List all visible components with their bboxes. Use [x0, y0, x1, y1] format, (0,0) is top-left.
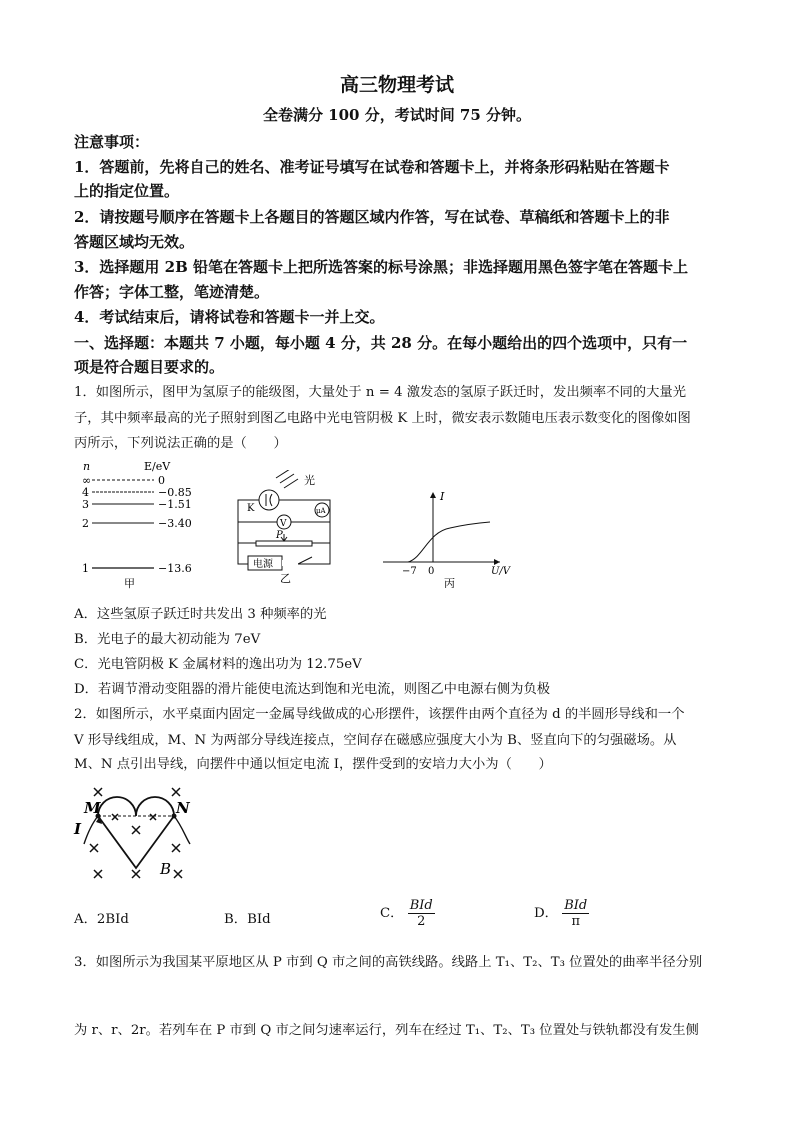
page-title: 高三物理考试: [339, 74, 454, 96]
q2-stem: 2．如图所示，水平桌面内固定一金属导线做成的心形摆件，该摆件由两个直径为 d 的半圆形导线和一个: [74, 707, 685, 722]
q1-option-d: D．若调节滑动变阻器的滑片能使电流达到饱和光电流，则图乙中电源右侧为负极: [74, 682, 551, 697]
q2-option-b: B．BId: [224, 912, 271, 927]
level-n: 4: [82, 486, 89, 499]
i-axis-arrow: [430, 492, 436, 498]
q2-option-a: A．2BId: [74, 912, 129, 927]
q1-stem: 丙所示，下列说法正确的是（ ）: [74, 436, 287, 451]
label-n: N: [176, 799, 190, 817]
iu-curve: [408, 522, 490, 562]
heart-wire: [98, 797, 174, 868]
fraction-denominator: 2: [417, 914, 426, 929]
figure-caption: 丙: [444, 577, 455, 588]
option-d-prefix: D．: [534, 906, 558, 921]
q2-stem: V 形导线组成，M、N 为两部分导线连接点，空间存在磁感应强度大小为 B、竖直向下的匀强磁场。从: [74, 733, 677, 748]
q1-option-b: B．光电子的最大初动能为 7eV: [74, 632, 261, 647]
light-ray: [284, 479, 298, 488]
option-c-prefix: C．: [380, 906, 404, 921]
tick-label: −7: [402, 566, 417, 577]
figure-caption: 乙: [280, 572, 291, 585]
u-axis-label: U/V: [491, 566, 511, 577]
q2-stem: M、N 点引出导线，向摆件中通以恒定电流 I，摆件受到的安培力大小为（ ）: [74, 757, 552, 772]
switch: [298, 557, 312, 564]
figure-caption: 甲: [124, 577, 135, 590]
section-heading: 一、选择题：本题共 7 小题，每小题 4 分，共 28 分。在每小题给出的四个选项中，只有一: [74, 334, 688, 352]
level-n: 1: [82, 562, 89, 575]
q1-stem: 子，其中频率最高的光子照射到图乙电路中光电管阴极 K 上时，微安表示数随电压表示数变化的图像如图: [74, 411, 691, 426]
light-label: 光: [304, 474, 315, 487]
i-axis-label: I: [440, 490, 445, 503]
light-ray: [280, 474, 294, 483]
tick-label: 0: [428, 566, 435, 577]
notice-line: 上的指定位置。: [74, 182, 180, 200]
label-current: I: [74, 820, 82, 838]
level-n: 2: [82, 517, 89, 530]
notice-heading: 注意事项：: [74, 133, 150, 151]
q3-stem: 为 r、r、2r。若列车在 P 市到 Q 市之间匀速率运行，列车在经过 T₁、T₂、T₃ 位置处与铁轨都没有发生侧: [74, 1023, 699, 1038]
u-axis-arrow: [494, 559, 500, 565]
q1-option-c: C．光电管阴极 K 金属材料的逸出功为 12.75eV: [74, 657, 362, 672]
power-source-label: 电源: [253, 559, 273, 570]
fraction: [408, 898, 435, 929]
microammeter-label: μA: [316, 507, 326, 515]
voltmeter-label: V: [280, 519, 287, 529]
fraction-denominator: π: [571, 914, 580, 929]
phototube: [259, 490, 279, 510]
q3-stem: 3．如图所示为我国某平原地区从 P 市到 Q 市之间的高铁线路。线路上 T₁、T₂、T₃ 位置处的曲率半径分别: [74, 955, 703, 970]
level-e: 0: [158, 474, 165, 487]
energy-axis-label: E/eV: [144, 460, 171, 473]
notice-line: 答题区域均无效。: [74, 233, 195, 251]
page-subtitle: 全卷满分 100 分，考试时间 75 分钟。: [262, 106, 532, 124]
level-e: −13.6: [158, 562, 192, 575]
level-n: 3: [82, 498, 89, 511]
level-e: −3.40: [158, 517, 192, 530]
light-ray: [276, 470, 290, 478]
fraction-numerator: BId: [409, 898, 433, 913]
notice-line: 作答；字体工整，笔迹清楚。: [74, 283, 270, 301]
cathode-label: K: [247, 503, 255, 514]
notice-line: 2．请按题号顺序在答题卡上各题目的答题区域内作答，写在试卷、草稿纸和答题卡上的非: [74, 208, 670, 226]
notice-line: 3．选择题用 2B 铅笔在答题卡上把所选答案的标号涂黑；非选择题用黑色签字笔在答题卡上: [74, 258, 689, 276]
lead-wire-m: [84, 816, 98, 844]
heart-wire-figure: [72, 782, 197, 887]
notice-line: 1．答题前，先将自己的姓名、准考证号填写在试卷和答题卡上，并将条形码粘贴在答题卡: [74, 158, 670, 176]
level-e: −0.85: [158, 486, 192, 499]
section-heading-cont: 项是符合题目要求的。: [74, 358, 225, 376]
q2-option-d: [534, 898, 589, 929]
iu-graph: [378, 488, 518, 588]
slider-label: P: [276, 530, 283, 541]
fraction-numerator: BId: [564, 898, 588, 913]
notice-line: 4．考试结束后，请将试卷和答题卡一并上交。: [74, 308, 385, 326]
level-n: ∞: [82, 474, 92, 487]
n-axis-label: n: [83, 460, 91, 473]
q1-option-a: A．这些氢原子跃迁时共发出 3 种频率的光: [74, 607, 327, 622]
energy-level-diagram: [78, 460, 198, 590]
label-m: M: [84, 799, 101, 817]
q1-stem: 1．如图所示，图甲为氢原子的能级图，大量处于 n = 4 激发态的氢原子跃迁时，发出频率不同的大量光: [74, 385, 686, 400]
fraction: [562, 898, 589, 929]
level-e: −1.51: [158, 498, 192, 511]
q2-option-c: [380, 898, 435, 929]
photoelectric-circuit: [232, 470, 342, 585]
lead-wire-n: [174, 816, 190, 844]
label-field: B: [160, 860, 172, 878]
